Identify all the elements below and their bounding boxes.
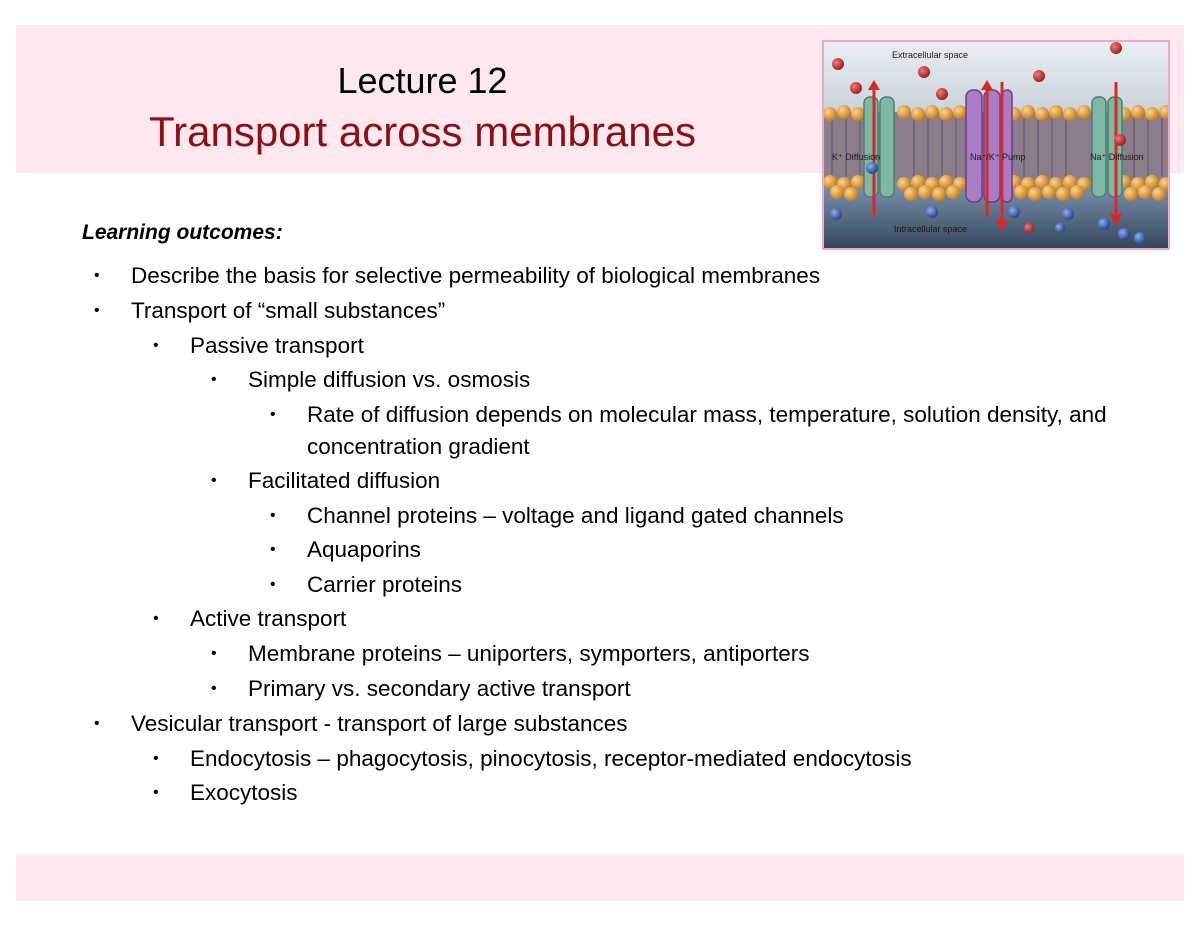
outline-item-level-3 — [0, 672, 1200, 707]
outline-item-level-2 — [0, 329, 1200, 364]
bullet-marker: • — [94, 714, 100, 732]
learning-outcomes-heading: Learning outcomes: — [82, 221, 283, 244]
outline-item-level-4 — [0, 568, 1200, 603]
outline-item-level-2 — [0, 602, 1200, 637]
membrane-diagram-art — [824, 42, 1168, 248]
outline-item-text: Carrier proteins — [307, 571, 463, 597]
bullet-marker: • — [153, 610, 159, 628]
slide-title: Transport across membranes — [149, 108, 696, 155]
na-diffusion-label: Na⁺ Diffusion — [1090, 152, 1144, 162]
outline-item-level-3 — [0, 363, 1200, 398]
outline-item-level-3 — [0, 464, 1200, 499]
bullet-marker: • — [153, 784, 159, 802]
bullet-marker: • — [270, 575, 276, 593]
bullet-marker: • — [270, 506, 276, 524]
outline-item-text: Transport of “small substances” — [131, 297, 446, 323]
learning-outcomes-list — [0, 259, 1200, 811]
outline-item-text: Vesicular transport - transport of large substances — [131, 710, 628, 736]
bullet-marker: • — [153, 336, 159, 354]
intracellular-label: Intracellular space — [894, 224, 968, 234]
outline-item-text: Channel proteins – voltage and ligand gated channels — [307, 502, 844, 528]
extracellular-label: Extracellular space — [892, 50, 969, 60]
bullet-marker: • — [211, 680, 217, 698]
bullet-marker: • — [211, 472, 217, 490]
bullet-marker: • — [270, 406, 276, 424]
bullet-marker: • — [211, 645, 217, 663]
outline-item-text: Endocytosis – phagocytosis, pinocytosis, receptor-mediated endocytosis — [190, 745, 912, 771]
outline-item-text: Aquaporins — [307, 537, 421, 563]
outline-item-text: Describe the basis for selective permeability of biological membranes — [131, 263, 821, 288]
bullet-marker: • — [270, 541, 276, 559]
lecture-number: Lecture 12 — [337, 60, 508, 101]
bullet-marker: • — [211, 371, 217, 389]
outline-item-level-4 — [0, 398, 1200, 464]
outline-item-level-1 — [0, 707, 1200, 742]
outline-item-level-2 — [0, 742, 1200, 777]
outline-item-level-4 — [0, 533, 1200, 568]
outline-item-level-2 — [0, 776, 1200, 811]
outline-item-text: Exocytosis — [190, 780, 298, 806]
outline-item-level-1 — [0, 259, 1200, 294]
bullet-marker: • — [153, 749, 159, 767]
na-k-pump-label: Na⁺/K⁺ Pump — [970, 152, 1026, 162]
bullet-marker: • — [94, 301, 100, 319]
outline-item-text: Facilitated diffusion — [248, 468, 441, 494]
footer-band — [16, 855, 1184, 901]
outline-item-level-1 — [0, 294, 1200, 329]
outline-item-text: Membrane proteins – uniporters, symporters, antiporters — [248, 641, 810, 667]
k-diffusion-label: K⁺ Diffusion — [832, 152, 881, 162]
outline-item-text: Simple diffusion vs. osmosis — [248, 367, 531, 393]
membrane-illustration — [822, 40, 1170, 250]
outline-item-text: Active transport — [190, 606, 347, 632]
outline-item-level-4 — [0, 499, 1200, 534]
outline-item-text: Rate of diffusion depends on molecular mass, temperature, solution density, and concentration gradient — [307, 402, 1107, 459]
outline-item-level-3 — [0, 637, 1200, 672]
bullet-marker: • — [94, 267, 100, 284]
outline-item-text: Primary vs. secondary active transport — [248, 676, 631, 702]
outline-item-text: Passive transport — [190, 332, 364, 358]
